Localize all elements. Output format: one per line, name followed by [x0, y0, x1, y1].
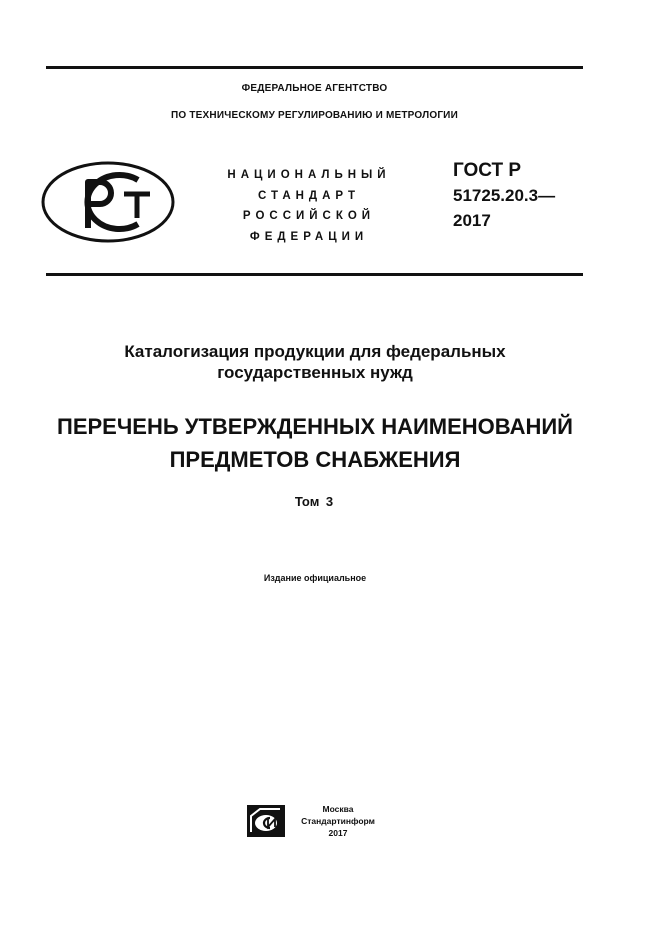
title-line1: ПЕРЕЧЕНЬ УТВЕРЖДЕННЫХ НАИМЕНОВАНИЙ [57, 414, 573, 439]
middle-rule [46, 273, 583, 276]
standard-type-line1: НАЦИОНАЛЬНЫЙ [227, 169, 391, 181]
agency-name-line2: ПО ТЕХНИЧЕСКОМУ РЕГУЛИРОВАНИЮ И МЕТРОЛОГИИ [171, 110, 458, 121]
standartinform-logo-icon [246, 804, 286, 838]
standard-type-line4: ФЕДЕРАЦИИ [249, 230, 369, 243]
publisher-imprint [290, 803, 386, 839]
volume-label: Том 3 [294, 494, 334, 509]
top-rule [46, 66, 583, 69]
imprint-city: Москва [322, 804, 354, 814]
designation-number: 51725.20.3— [453, 186, 556, 205]
title-line2: ПРЕДМЕТОВ СНАБЖЕНИЯ [169, 447, 461, 472]
subtitle-line1: Каталогизация продукции для федеральных [124, 342, 506, 361]
standard-type-line3: РОССИЙСКОЙ [242, 210, 376, 222]
edition-label: Издание официальное [263, 573, 367, 583]
agency-name-line1: ФЕДЕРАЛЬНОЕ АГЕНТСТВО [241, 83, 388, 94]
standard-type-line2: СТАНДАРТ [258, 189, 360, 202]
imprint-publisher: Стандартинформ [301, 816, 375, 826]
imprint-year: 2017 [328, 828, 348, 838]
rst-certification-mark-icon [40, 160, 176, 244]
subtitle-line2: государственных нужд [217, 363, 413, 382]
document-title [30, 410, 600, 476]
designation-prefix: ГОСТ Р [453, 160, 522, 181]
standard-designation [453, 158, 555, 233]
standard-type-block [214, 165, 404, 247]
document-subtitle [60, 341, 570, 383]
designation-year: 2017 [453, 211, 491, 230]
